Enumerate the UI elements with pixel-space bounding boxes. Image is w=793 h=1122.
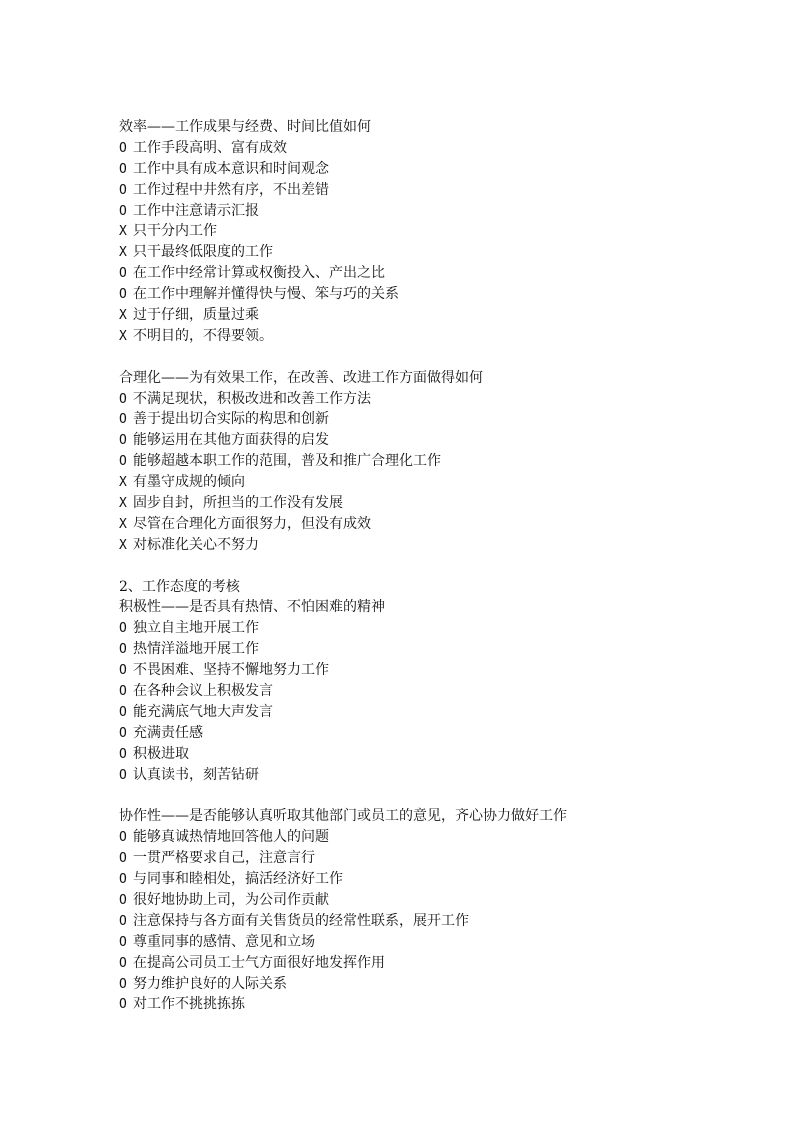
- x-mark: X: [119, 245, 127, 261]
- list-item-text: 固步自封，所担当的工作没有发展: [133, 495, 343, 512]
- list-item: [119, 744, 759, 765]
- o-mark: O: [119, 830, 127, 846]
- list-item-text: 工作过程中井然有序，不出差错: [133, 181, 329, 198]
- list-item: [119, 660, 759, 681]
- list-item-text: 对标准化关心不努力: [133, 536, 259, 553]
- list-item: [119, 681, 759, 702]
- list-item: [119, 953, 759, 974]
- section-spacer: [119, 556, 759, 577]
- list-item: [119, 221, 759, 242]
- list-item-text: 不明目的，不得要领。: [133, 327, 273, 344]
- list-item: [119, 389, 759, 410]
- list-item: [119, 159, 759, 180]
- o-mark: O: [119, 955, 127, 971]
- section-spacer: [119, 347, 759, 368]
- x-mark: X: [119, 328, 127, 344]
- list-item-text: 不畏困难、坚持不懈地努力工作: [133, 662, 329, 679]
- list-item: [119, 932, 759, 953]
- list-item-text: 能够运用在其他方面获得的启发: [133, 432, 329, 449]
- list-item-text: 工作中具有成本意识和时间观念: [133, 160, 329, 177]
- o-mark: O: [119, 746, 127, 762]
- list-item-text: 努力维护良好的人际关系: [133, 975, 287, 992]
- list-item-text: 注意保持与各方面有关售货员的经常性联系，展开工作: [133, 912, 469, 929]
- o-mark: O: [119, 287, 127, 303]
- section-subheading: 2、工作态度的考核: [119, 578, 240, 595]
- list-item: [119, 242, 759, 263]
- x-mark: X: [119, 308, 127, 324]
- list-item-text: 有墨守成规的倾向: [133, 474, 245, 491]
- list-item-text: 充满责任感: [133, 724, 203, 741]
- list-item-text: 热情洋溢地开展工作: [133, 641, 259, 658]
- list-item: [119, 263, 759, 284]
- section-heading: 效率——工作成果与经费、时间比值如何: [119, 119, 371, 135]
- section-3: [119, 806, 759, 1015]
- section-spacer: [119, 786, 759, 807]
- list-item: [119, 639, 759, 660]
- list-item: [119, 430, 759, 451]
- o-mark: O: [119, 934, 127, 950]
- section-2: [119, 577, 759, 786]
- list-item: [119, 994, 759, 1015]
- o-mark: O: [119, 433, 127, 449]
- document-page: [119, 117, 759, 1015]
- o-mark: O: [119, 725, 127, 741]
- o-mark: O: [119, 182, 127, 198]
- list-item-text: 能够超越本职工作的范围，普及和推广合理化工作: [133, 453, 441, 470]
- list-item: [119, 493, 759, 514]
- list-item-text: 只干最终低限度的工作: [133, 244, 273, 261]
- o-mark: O: [119, 391, 127, 407]
- list-item: [119, 326, 759, 347]
- list-item: [119, 138, 759, 159]
- x-mark: X: [119, 537, 127, 553]
- list-item-text: 能充满底气地大声发言: [133, 703, 273, 720]
- o-mark: O: [119, 454, 127, 470]
- list-item: [119, 514, 759, 535]
- o-mark: O: [119, 140, 127, 156]
- list-item: [119, 201, 759, 222]
- section-heading: 协作性——是否能够认真听取其他部门或员工的意见，齐心协力做好工作: [119, 808, 567, 825]
- list-item-text: 认真读书，刻苦钻研: [133, 766, 259, 783]
- list-item: [119, 618, 759, 639]
- list-item: [119, 848, 759, 869]
- list-item-text: 在各种会议上积极发言: [133, 683, 273, 700]
- list-item-text: 能够真诚热情地回答他人的问题: [133, 829, 329, 846]
- list-item-text: 在提高公司员工士气方面很好地发挥作用: [133, 954, 385, 971]
- list-item-text: 对工作不挑挑拣拣: [133, 996, 245, 1013]
- o-mark: O: [119, 663, 127, 679]
- list-item-text: 工作中注意请示汇报: [133, 202, 259, 219]
- o-mark: O: [119, 266, 127, 282]
- list-item-text: 在工作中理解并懂得快与慢、笨与巧的关系: [133, 286, 399, 303]
- list-item: [119, 702, 759, 723]
- list-item-text: 在工作中经常计算或权衡投入、产出之比: [133, 265, 385, 282]
- list-item: [119, 723, 759, 744]
- o-mark: O: [119, 642, 127, 658]
- list-item-text: 尽管在合理化方面很努力，但没有成效: [133, 515, 371, 532]
- o-mark: O: [119, 872, 127, 888]
- list-item-text: 不满足现状，积极改进和改善工作方法: [133, 390, 371, 407]
- o-mark: O: [119, 892, 127, 908]
- list-item-text: 积极进取: [133, 745, 189, 762]
- o-mark: O: [119, 976, 127, 992]
- x-mark: X: [119, 475, 127, 491]
- o-mark: O: [119, 412, 127, 428]
- x-mark: X: [119, 496, 127, 512]
- list-item: [119, 890, 759, 911]
- o-mark: O: [119, 684, 127, 700]
- list-item-text: 独立自主地开展工作: [133, 620, 259, 637]
- list-item: [119, 765, 759, 786]
- section-heading: 合理化——为有效果工作，在改善、改进工作方面做得如何: [119, 369, 483, 386]
- list-item: [119, 827, 759, 848]
- list-item-text: 过于仔细，质量过乘: [133, 307, 259, 324]
- list-item-text: 只干分内工作: [133, 223, 217, 240]
- o-mark: O: [119, 621, 127, 637]
- list-item: [119, 305, 759, 326]
- list-item-text: 工作手段高明、富有成效: [133, 139, 287, 156]
- list-item: [119, 869, 759, 890]
- o-mark: O: [119, 203, 127, 219]
- x-mark: X: [119, 516, 127, 532]
- list-item-text: 与同事和睦相处，搞活经济好工作: [133, 871, 343, 888]
- section-heading: 积极性——是否具有热情、不怕困难的精神: [119, 599, 385, 616]
- list-item: [119, 974, 759, 995]
- list-item-text: 一贯严格要求自己，注意言行: [133, 850, 315, 867]
- o-mark: O: [119, 767, 127, 783]
- list-item: [119, 451, 759, 472]
- list-item: [119, 535, 759, 556]
- list-item: [119, 180, 759, 201]
- list-item-text: 尊重同事的感情、意见和立场: [133, 933, 315, 950]
- o-mark: O: [119, 913, 127, 929]
- list-item-text: 很好地协助上司，为公司作贡献: [133, 891, 329, 908]
- o-mark: O: [119, 851, 127, 867]
- list-item: [119, 911, 759, 932]
- list-item: [119, 472, 759, 493]
- list-item: [119, 409, 759, 430]
- o-mark: O: [119, 161, 127, 177]
- x-mark: X: [119, 224, 127, 240]
- list-item: [119, 284, 759, 305]
- list-item-text: 善于提出切合实际的构思和创新: [133, 411, 329, 428]
- section-0: [119, 117, 759, 347]
- section-1: [119, 368, 759, 556]
- o-mark: O: [119, 704, 127, 720]
- o-mark: O: [119, 997, 127, 1013]
